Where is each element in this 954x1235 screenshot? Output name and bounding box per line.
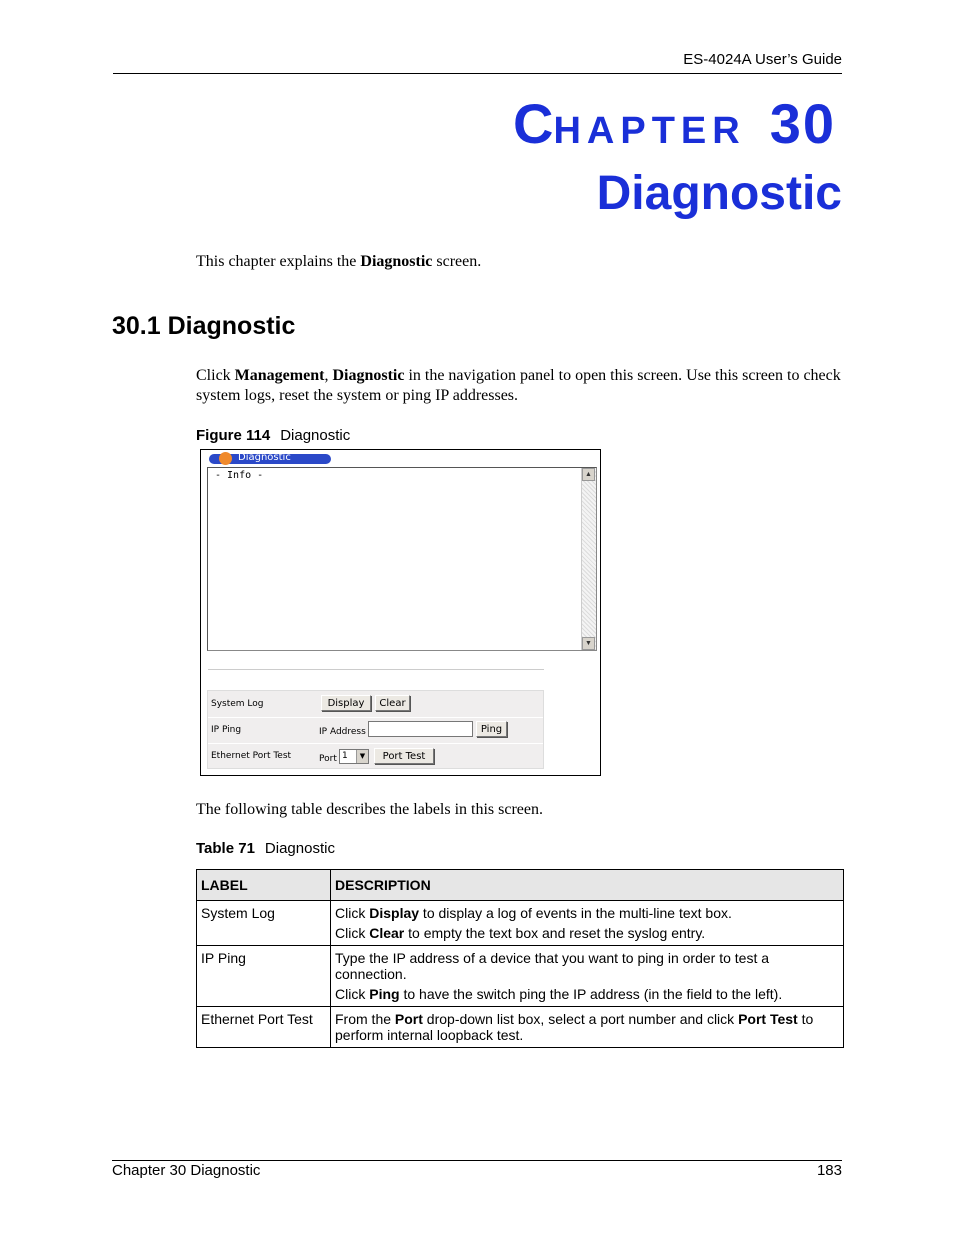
table-label: Table 71 (196, 840, 255, 857)
figure-label: Figure 114 (196, 427, 271, 444)
table-caption-text: Diagnostic (264, 840, 335, 857)
ip-address-input[interactable] (368, 721, 473, 737)
figure-caption (196, 427, 350, 444)
row-description: Type the IP address of a device that you want to ping in order to test a connection. Click Ping to have the switch ping the IP address (in the field to the left). (331, 946, 844, 1007)
display-button[interactable]: Display (321, 695, 371, 711)
table-caption (196, 840, 335, 857)
table-intro: The following table describes the labels in this screen. (196, 801, 544, 818)
table-header-row (197, 870, 844, 901)
system-log-label: System Log (211, 699, 264, 709)
row-label: Ethernet Port Test (197, 1007, 331, 1048)
diagnostic-screenshot (200, 449, 601, 776)
chapter-number: 30 (769, 92, 836, 155)
ip-ping-label: IP Ping (211, 725, 242, 735)
header-label: LABEL (197, 870, 331, 901)
diagnostic-label-table (196, 869, 844, 1048)
clear-button[interactable]: Clear (375, 695, 410, 711)
table-row (197, 1007, 844, 1048)
row-divider (208, 717, 543, 718)
figure-caption-text: Diagnostic (280, 427, 351, 444)
scroll-down-icon[interactable]: ▼ (582, 637, 595, 650)
port-label: Port (319, 754, 337, 764)
section-title: 30.1 Diagnostic (112, 312, 296, 340)
ping-button[interactable]: Ping (476, 721, 507, 737)
figure-divider (208, 669, 544, 670)
tab-bullet-icon (219, 452, 232, 465)
chapter-word-rest: HAPTER (553, 110, 746, 152)
port-select[interactable] (339, 749, 369, 764)
body-paragraph: Click Management, Diagnostic in the navigation panel to open this screen. Use this screen to check system logs, reset the system or ping IP addresses. (196, 367, 841, 404)
log-scrollbar[interactable] (581, 468, 596, 650)
header-rule (113, 73, 842, 74)
log-textarea[interactable] (207, 467, 597, 651)
running-header-title: ES-4024A User’s Guide (683, 51, 842, 68)
intro-paragraph: This chapter explains the Diagnostic screen. (196, 253, 482, 270)
ethernet-port-test-label: Ethernet Port Test (211, 751, 292, 761)
chevron-down-icon[interactable]: ▼ (356, 750, 368, 763)
ip-address-label: IP Address (319, 727, 366, 737)
table-row (197, 901, 844, 946)
screen-tab (209, 454, 331, 464)
row-label: System Log (197, 901, 331, 946)
table-row (197, 946, 844, 1007)
screen-tab-title: Diagnostic (238, 452, 291, 463)
footer-chapter: Chapter 30 Diagnostic (112, 1162, 261, 1179)
chapter-title: Diagnostic (596, 167, 842, 220)
row-divider (208, 743, 543, 744)
row-label: IP Ping (197, 946, 331, 1007)
diagnostic-controls (207, 690, 544, 769)
scroll-up-icon[interactable]: ▲ (582, 468, 595, 481)
header-description: DESCRIPTION (331, 870, 844, 901)
footer-rule (112, 1160, 842, 1161)
row-description: From the Port drop-down list box, select a port number and click Port Test to perform internal loopback test. (331, 1007, 844, 1048)
chapter-initial: C (513, 92, 554, 155)
log-text: - Info - (215, 470, 264, 481)
port-select-value: 1 (342, 751, 348, 761)
page-number: 183 (816, 1162, 842, 1179)
port-test-button[interactable]: Port Test (374, 748, 434, 764)
row-description: Click Display to display a log of events in the multi-line text box. Click Clear to empty the text box and reset the syslog entry. (331, 901, 844, 946)
chapter-heading (513, 92, 836, 155)
